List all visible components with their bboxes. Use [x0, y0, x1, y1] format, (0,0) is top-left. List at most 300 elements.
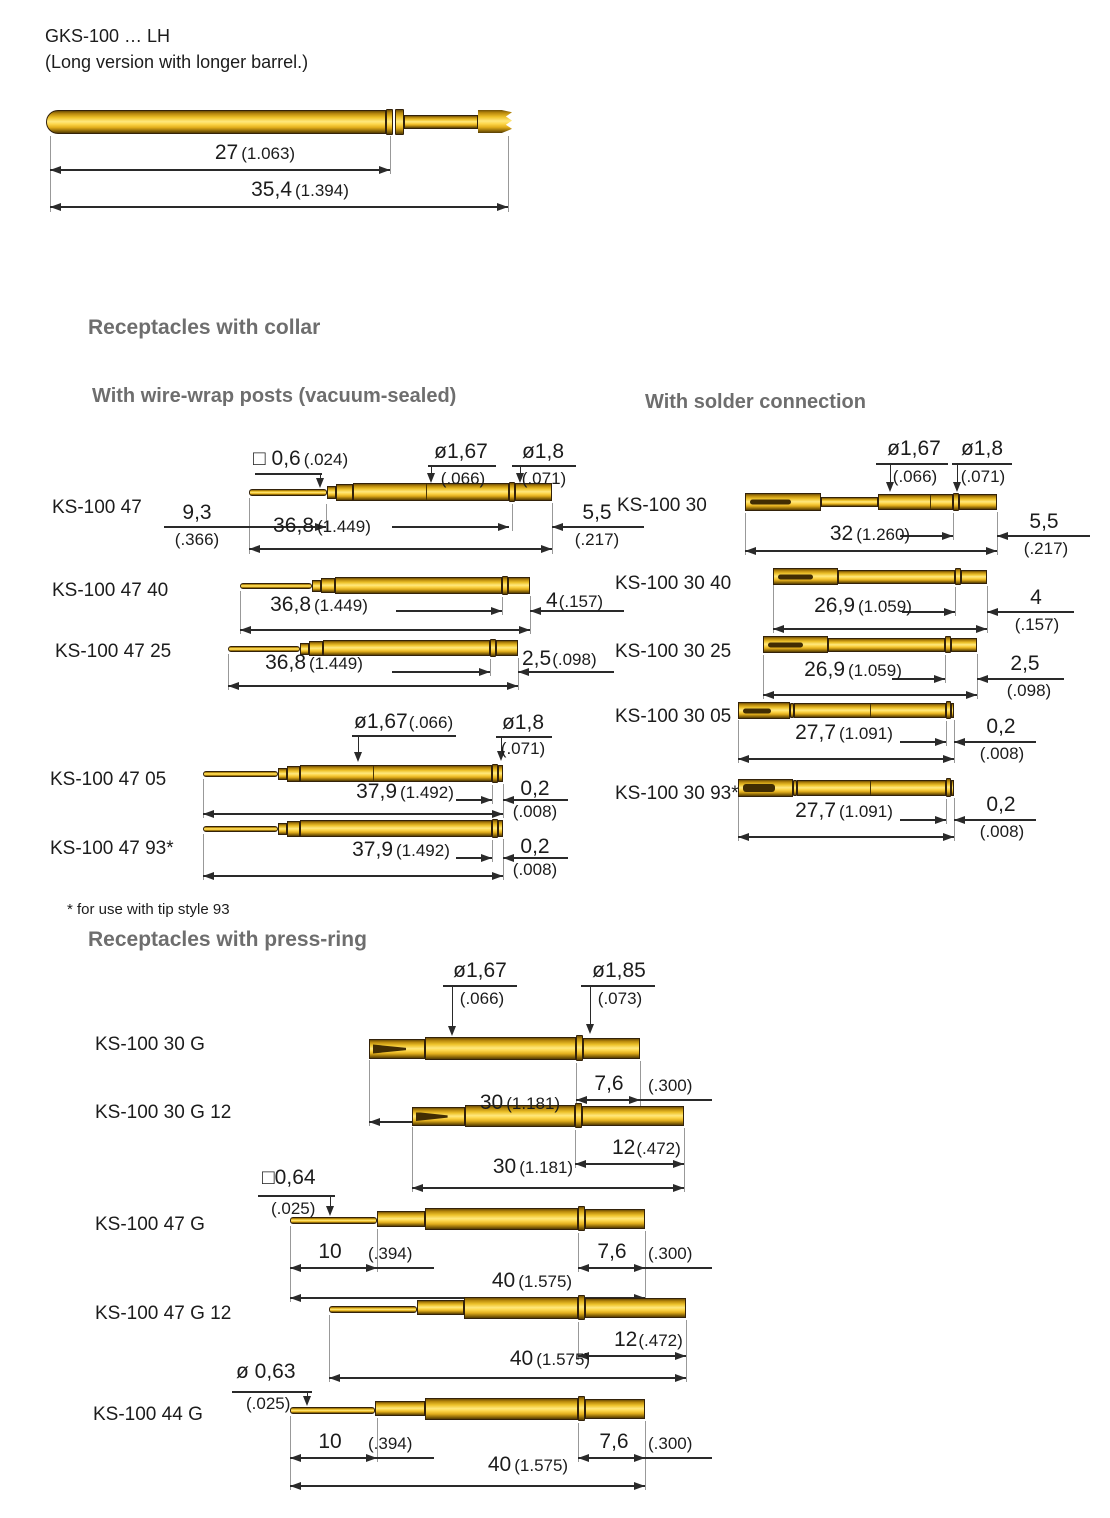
dimension-arrow [935, 816, 946, 824]
dim-value: 27,7 [795, 721, 836, 744]
callout-round-post-063: ø 0,63 [236, 1360, 296, 1383]
leader-arrow [326, 1206, 334, 1216]
probe-ks-100-30-segment [821, 497, 878, 507]
probe-ks-100-47-93-segment [300, 820, 492, 837]
part-label-ks-100-47-05: KS-100 47 05 [50, 769, 167, 790]
dim-total-ks10030 [792, 522, 948, 546]
callout-dia-barrel-2 [354, 710, 453, 734]
callout-round-post-063-in: (.025) [246, 1394, 291, 1413]
probe-ks-100-30-25-segment [951, 638, 977, 652]
extension-line [686, 1320, 687, 1382]
dim-inches: (1.449) [317, 517, 371, 536]
dimension-line [258, 1195, 335, 1197]
dimension-line [496, 736, 552, 738]
dim-inches: (1.063) [241, 144, 296, 163]
dim-value: 36,8 [270, 593, 311, 616]
probe-ks-100-47-g-segment [425, 1208, 578, 1230]
probe-ks-100-47-g-segment [578, 1206, 585, 1231]
dimension-line [392, 671, 490, 673]
probe-ks-100-30-93-segment [797, 780, 946, 796]
dimension-arrow [290, 1482, 301, 1490]
dim-sleeve-ks1004705: 0,2 [520, 777, 550, 800]
dimension-arrow [944, 608, 955, 616]
dim-inches: (1.492) [400, 783, 454, 802]
part-label-ks-100-30-93: KS-100 30 93* [615, 783, 739, 804]
part-label-ks-100-30-25: KS-100 30 25 [615, 641, 732, 662]
probe-ks-100-44-g-segment [375, 1401, 425, 1416]
dim-sleeve-ks1003025: 2,5 [1010, 652, 1040, 675]
dimension-line [581, 985, 655, 987]
dimension-arrow [997, 532, 1008, 540]
dimension-arrow [675, 1352, 686, 1360]
dim-value: 27,7 [795, 799, 836, 822]
dimension-line [392, 526, 509, 528]
dimension-arrow [228, 682, 239, 690]
extension-line [946, 799, 947, 824]
probe-ks-100-30-25-segment [828, 638, 945, 652]
dim-post-in-ks10047: (.366) [174, 530, 220, 549]
callout-square-post [253, 447, 348, 471]
probe-ks-100-44-g-segment [425, 1398, 578, 1420]
dimension-arrow [507, 682, 518, 690]
dimension-arrow [203, 810, 214, 818]
probe-ks-100-30-segment [745, 493, 821, 511]
dim-sleeve-ks10044g: 7,6 [599, 1430, 629, 1453]
tip-slot [743, 784, 775, 792]
dim-inches: (1.449) [309, 654, 363, 673]
dim-gks-total [195, 178, 405, 202]
part-label-ks-100-47-93: KS-100 47 93* [50, 838, 174, 859]
probe-ks-100-47-93-segment [203, 826, 278, 832]
dim-sleeve-ks1004793: 0,2 [520, 835, 550, 858]
dimension-line [290, 1485, 645, 1487]
dim-value: 12 [614, 1328, 638, 1351]
callout-square-post-064-in: (.025) [271, 1199, 316, 1218]
part-label-ks-100-30-g: KS-100 30 G [95, 1034, 205, 1055]
dim-inches: (1.181) [519, 1158, 574, 1177]
tip-slot [743, 708, 771, 713]
dimension-line [952, 463, 1012, 465]
dimension-line [352, 735, 456, 737]
tip-slot [750, 500, 791, 505]
probe-ks-100-30-93-segment [738, 779, 793, 797]
probe-ks-100-30-05-segment [951, 703, 954, 718]
dimension-arrow [541, 545, 552, 553]
dimension-line [290, 1457, 377, 1459]
dim-value: 37,9 [352, 838, 393, 861]
extension-line [645, 1421, 646, 1490]
callout-dia-sleeve-2: ø1,8 [501, 711, 545, 734]
dimension-line [255, 473, 322, 475]
dim-value: 32 [829, 522, 854, 545]
dim-value: 37,9 [356, 780, 397, 803]
extension-line [684, 1128, 685, 1192]
probe-ks-100-47-segment [327, 486, 336, 499]
dim-post-ks10044g: 10 [318, 1430, 342, 1453]
dimension-line [512, 465, 576, 467]
dim-total-ks10047g12 [472, 1347, 628, 1371]
dimension-line [645, 1267, 712, 1269]
top-title-line2: (Long version with longer barrel.) [45, 52, 309, 72]
probe-ks-100-47-05-segment [278, 768, 287, 780]
extension-line [490, 659, 491, 676]
dim-post-in-ks10044g: (.394) [368, 1434, 413, 1453]
dimension-arrow [629, 1096, 640, 1104]
part-label-ks-100-30-40: KS-100 30 40 [615, 573, 732, 594]
probe-ks-100-47-40-segment [335, 577, 502, 594]
probe-ks-100-47-segment [336, 484, 353, 501]
dim-inches: (1.492) [396, 841, 450, 860]
footnote-tip-style: * for use with tip style 93 [67, 901, 230, 918]
dim-post-ks10047g: 10 [318, 1240, 342, 1263]
dimension-arrow [673, 1160, 684, 1168]
dim-sleeve-in-ks1003025: (.098) [1006, 681, 1052, 700]
dim-total-ks10030g12 [455, 1155, 611, 1179]
dimension-line [249, 548, 552, 550]
dimension-line [396, 610, 502, 612]
dim-inches: (1.449) [314, 596, 368, 615]
leader-arrow [448, 1026, 456, 1036]
probe-ks-100-47-05-segment [373, 766, 374, 781]
callout-dia-sleeve: ø1,8 [521, 440, 565, 463]
dimension-line [763, 694, 977, 696]
dim-sleeve-in-ks10044g: (.300) [648, 1434, 693, 1453]
callout-pr-dia-ring-in: (.073) [597, 989, 643, 1008]
dim-sleeve-in-ks10030g: (.300) [648, 1076, 693, 1095]
extension-line [50, 136, 51, 212]
dim-sleeve-in-ks10047g: (.300) [648, 1244, 693, 1263]
probe-ks-100-47-g-12-segment [578, 1295, 585, 1320]
dimension-line [329, 1377, 686, 1379]
dimension-arrow [412, 1184, 423, 1192]
callout-dia-sleeve-2-in: (.071) [500, 739, 546, 758]
dimension-arrow [976, 625, 987, 633]
dim-inches: (1.260) [856, 525, 911, 544]
dimension-line [954, 819, 1036, 821]
dimension-arrow [481, 854, 492, 862]
dimension-arrow [240, 626, 251, 634]
probe-ks-100-47-g-12-segment [329, 1306, 417, 1313]
dimension-arrow [987, 608, 998, 616]
probe-ks-100-30-g-segment [583, 1038, 640, 1059]
probe-ks-100-30-g-segment [576, 1035, 583, 1061]
dim-total-ks10047g [452, 1269, 612, 1293]
dim-sleeve-ks1003040: 4 [1030, 586, 1042, 609]
dimension-line [987, 611, 1074, 613]
probe-ks-100-44-g-segment [290, 1407, 375, 1414]
dim-value: 26,9 [804, 658, 845, 681]
extension-line [955, 587, 956, 616]
probe-ks-100-30-25-segment [763, 636, 828, 653]
dim-total-ks1004725 [243, 651, 385, 675]
part-label-ks-100-30: KS-100 30 [617, 495, 707, 516]
probe-ks-100-47-g-segment [377, 1211, 425, 1227]
probe-ks-100-47-93-segment [498, 820, 503, 837]
probe-ks-100-30-g-segment [425, 1037, 576, 1060]
dim-value: 35,4 [251, 178, 292, 201]
callout-dia-barrel-in: (.066) [440, 469, 486, 488]
dimension-line [997, 535, 1090, 537]
probe-ks-100-47-93-segment [287, 821, 300, 837]
extension-line [508, 136, 509, 212]
dim-sleeve-ks10030g: 7,6 [594, 1072, 624, 1095]
probe-gks-100-lh-segment [46, 110, 386, 134]
dim-post-in-ks10047g: (.394) [368, 1244, 413, 1263]
dim-total-ks10030g [442, 1091, 598, 1115]
dimension-arrow [366, 1264, 377, 1272]
dim-inches: (1.394) [295, 181, 349, 200]
part-label-ks-100-47-g: KS-100 47 G [95, 1214, 205, 1235]
dim-sleeve-in-ks1004705: (.008) [512, 802, 558, 821]
dim-sleeve-ks1003005: 0,2 [986, 715, 1016, 738]
probe-ks-100-47-g-12-segment [464, 1297, 578, 1319]
dim-sleeve-in-ks1003005: (.008) [979, 744, 1025, 763]
dim-value: 40 [509, 1347, 534, 1370]
dimension-line [977, 678, 1064, 680]
dim-inches: (.024) [303, 450, 349, 469]
dim-total-ks10047 [256, 514, 388, 538]
dim-sleeve-ks10030g12 [612, 1136, 681, 1160]
dim-value: 36,8 [265, 651, 306, 674]
leader-arrow [316, 478, 324, 488]
dim-value: 4 [546, 589, 558, 612]
dimension-arrow [329, 1374, 340, 1382]
dimension-arrow [935, 738, 946, 746]
dim-sleeve-in-ks10030: (.217) [1023, 539, 1069, 558]
dim-value: 12 [612, 1136, 636, 1159]
probe-ks-100-30-05-segment [738, 702, 790, 719]
dimension-line [738, 758, 954, 760]
dimension-arrow [498, 523, 509, 531]
dim-inches: (1.059) [848, 661, 902, 680]
dim-value: 30 [479, 1091, 504, 1114]
dimension-arrow [379, 166, 390, 174]
dim-total-ks1004705 [330, 780, 480, 804]
probe-ks-100-30-40-segment [773, 568, 838, 585]
dimension-arrow [50, 203, 61, 211]
dim-sleeve-in-ks10047: (.217) [574, 530, 620, 549]
part-label-ks-100-44-g: KS-100 44 G [93, 1404, 203, 1425]
extension-line [329, 1315, 330, 1382]
dimension-arrow [366, 1454, 377, 1462]
dim-inches: (.157) [558, 592, 604, 611]
probe-ks-100-30-93-segment [951, 780, 954, 796]
dimension-arrow [977, 675, 988, 683]
callout-pr-dia-ring: ø1,85 [592, 959, 646, 982]
probe-gks-100-lh-segment [386, 109, 393, 135]
dim-sleeve-in-ks1004793: (.008) [512, 860, 558, 879]
probe-ks-100-30-40-segment [961, 570, 987, 584]
dim-inches: (.472) [638, 1331, 683, 1350]
dimension-arrow [763, 691, 774, 699]
dimension-line [50, 169, 390, 171]
callout-solder-dia-barrel-in: (.066) [892, 467, 938, 486]
dimension-arrow [290, 1294, 301, 1302]
probe-ks-100-47-05-segment [498, 765, 503, 782]
dim-sleeve-ks1003093: 0,2 [986, 793, 1016, 816]
probe-ks-100-47-05-segment [203, 771, 278, 777]
dim-value: □ 0,6 [253, 447, 301, 470]
probe-ks-100-47-segment [249, 489, 327, 496]
probe-ks-100-47-40-segment [312, 580, 321, 592]
dimension-line [428, 465, 496, 467]
dim-sleeve-in-ks1003093: (.008) [979, 822, 1025, 841]
dim-sleeve-ks10047g: 7,6 [597, 1240, 627, 1263]
dimension-line [240, 629, 530, 631]
tip-slot [778, 574, 813, 579]
dimension-line [640, 1099, 712, 1101]
dim-sleeve-in-ks1003040: (.157) [1014, 615, 1060, 634]
dimension-arrow [634, 1482, 645, 1490]
callout-square-post-064: □0,64 [262, 1166, 316, 1189]
top-title-line1: GKS-100 … LH [45, 26, 171, 46]
dim-sleeve-ks10047: 5,5 [582, 501, 612, 524]
dim-total-ks1004793 [326, 838, 476, 862]
callout-solder-dia-sleeve-in: (.071) [960, 467, 1006, 486]
dimension-arrow [249, 545, 260, 553]
probe-ks-100-47-93-segment [278, 823, 287, 835]
dimension-arrow [745, 547, 756, 555]
dim-total-ks10044g [448, 1453, 608, 1477]
dimension-line [228, 685, 518, 687]
extension-line [945, 655, 946, 683]
callout-dia-barrel: ø1,67 [434, 440, 488, 463]
dimension-line [290, 1267, 377, 1269]
dim-value: 26,9 [814, 594, 855, 617]
dimension-arrow [954, 738, 965, 746]
probe-gks-100-lh-segment [478, 110, 512, 133]
dimension-arrow [519, 626, 530, 634]
dim-total-ks1003005 [766, 721, 922, 745]
part-label-ks-100-47-g-12: KS-100 47 G 12 [95, 1303, 232, 1324]
dim-inches: (.066) [408, 713, 454, 732]
extension-line [946, 721, 947, 746]
extension-line [492, 840, 493, 862]
dim-total-ks1004740 [248, 593, 390, 617]
dim-inches: (1.059) [858, 597, 912, 616]
dim-inches: (1.091) [839, 724, 893, 743]
probe-ks-100-47-g-12-segment [585, 1298, 686, 1318]
dimension-arrow [203, 872, 214, 880]
dimension-arrow [479, 668, 490, 676]
extension-line [412, 1127, 413, 1192]
dimension-arrow [738, 755, 749, 763]
part-label-ks-100-47: KS-100 47 [52, 497, 142, 518]
dim-value: 27 [214, 141, 239, 164]
probe-ks-100-30-40-segment [838, 570, 955, 584]
dimension-line [745, 550, 997, 552]
extension-line [369, 1060, 370, 1126]
dim-value: ø1,67 [354, 710, 408, 733]
dimension-line [954, 741, 1036, 743]
part-label-ks-100-47-25: KS-100 47 25 [55, 641, 172, 662]
dimension-arrow [491, 607, 502, 615]
dimension-arrow [773, 625, 784, 633]
dimension-arrow [50, 166, 61, 174]
leader-arrow [303, 1396, 311, 1406]
callout-solder-dia-sleeve: ø1,8 [960, 437, 1004, 460]
dimension-line [645, 1457, 712, 1459]
dimension-arrow [481, 796, 492, 804]
dim-gks-barrel [150, 141, 360, 165]
dimension-arrow [673, 1184, 684, 1192]
dimension-arrow [290, 1454, 301, 1462]
heading-pressring: Receptacles with press-ring [88, 928, 367, 951]
extension-line [290, 1416, 291, 1490]
dimension-arrow [986, 547, 997, 555]
dimension-line [377, 1267, 434, 1269]
dim-inches: (1.575) [514, 1456, 569, 1475]
probe-gks-100-lh-segment [395, 109, 404, 135]
dimension-line [518, 671, 614, 673]
dimension-line [412, 1187, 684, 1189]
dimension-arrow [634, 1264, 645, 1272]
tip-slot [768, 642, 803, 647]
heading-wirewrap: With wire-wrap posts (vacuum-sealed) [92, 385, 457, 407]
dimension-arrow [943, 833, 954, 841]
dimension-line [50, 206, 508, 208]
probe-ks-100-44-g-segment [578, 1396, 585, 1421]
dimension-line [203, 813, 503, 815]
dim-total-ks1003025 [778, 658, 928, 682]
dimension-arrow [675, 1374, 686, 1382]
probe-ks-100-47-40-segment [321, 578, 335, 593]
part-label-ks-100-30-05: KS-100 30 05 [615, 706, 732, 727]
callout-pr-dia-barrel-in: (.066) [459, 989, 505, 1008]
callout-pr-dia-barrel: ø1,67 [453, 959, 507, 982]
dimension-arrow [290, 1264, 301, 1272]
dim-sleeve-ks1004725 [522, 647, 597, 671]
probe-ks-100-30-segment [930, 495, 931, 509]
extension-line [512, 504, 513, 531]
probe-ks-100-44-g-segment [585, 1399, 645, 1419]
dimension-line [552, 526, 644, 528]
probe-ks-100-47-segment [426, 484, 427, 500]
extension-line [502, 597, 503, 615]
dimension-arrow [954, 816, 965, 824]
dimension-line [773, 628, 987, 630]
dim-value: 36,8 [273, 514, 314, 537]
extension-line [390, 136, 391, 174]
leader-arrow [586, 1024, 594, 1034]
dimension-arrow [943, 755, 954, 763]
dim-post-ks10047: 9,3 [182, 501, 212, 524]
dimension-arrow [934, 675, 945, 683]
dim-total-ks1003093 [766, 799, 922, 823]
probe-ks-100-30-segment [959, 494, 997, 510]
probe-ks-100-30-93-segment [870, 781, 871, 795]
dimension-arrow [966, 691, 977, 699]
probe-ks-100-47-g-segment [585, 1209, 645, 1229]
extension-line [953, 513, 954, 540]
dim-inches: (1.575) [518, 1272, 573, 1291]
leader-arrow [354, 752, 362, 762]
probe-ks-100-47-25-segment [496, 640, 518, 656]
probe-ks-100-30-05-segment [870, 704, 871, 717]
dimension-arrow [497, 203, 508, 211]
dim-total-ks1003040 [788, 594, 938, 618]
probe-ks-100-47-05-segment [287, 766, 300, 782]
probe-ks-100-47-40-segment [240, 583, 312, 589]
dim-value: 2,5 [522, 647, 552, 670]
dim-value: 40 [491, 1269, 516, 1292]
dim-sleeve-ks10030: 5,5 [1029, 510, 1059, 533]
dimension-line [738, 836, 954, 838]
dim-inches: (.098) [552, 650, 597, 669]
heading-solder: With solder connection [645, 391, 866, 413]
part-label-ks-100-30-g-12: KS-100 30 G 12 [95, 1102, 232, 1123]
dimension-arrow [738, 833, 749, 841]
